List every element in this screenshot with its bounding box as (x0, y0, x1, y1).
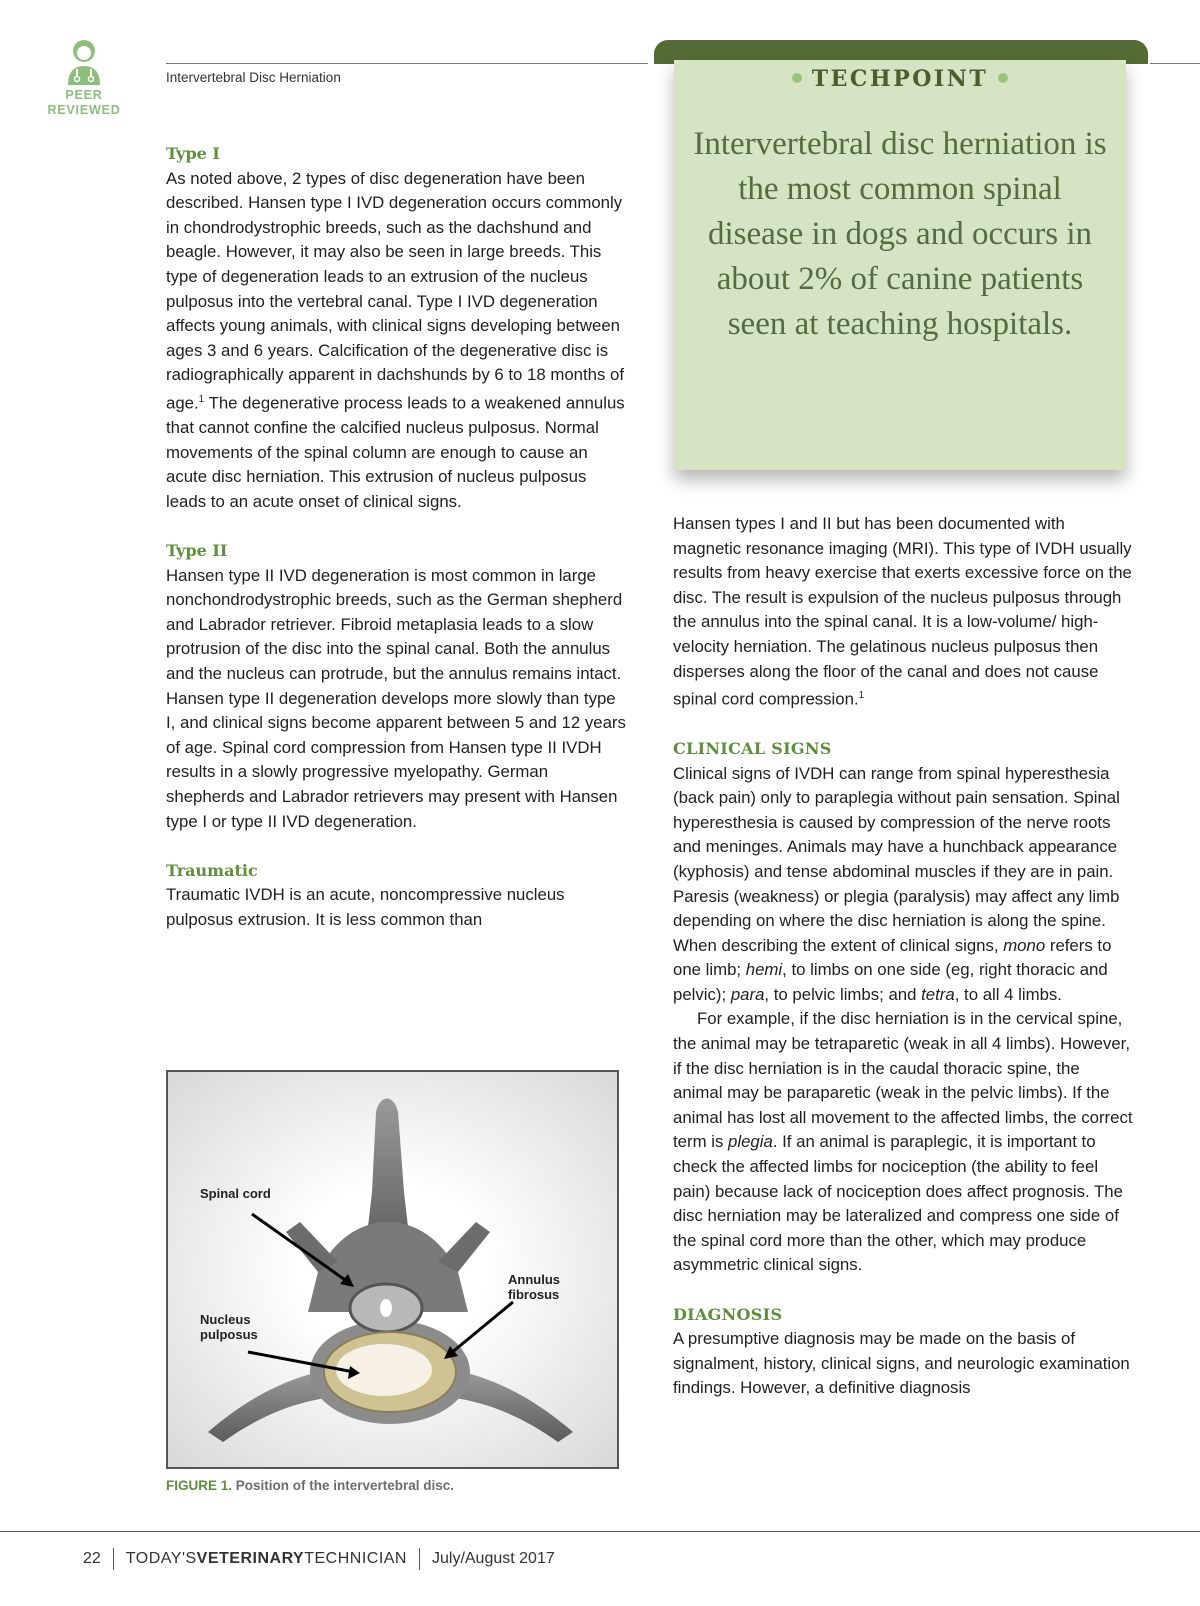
diagnosis-paragraph: A presumptive diagnosis may be made on the basis of signalment, history, clinical signs, and neurologic examination findings. However, a definitive diagnosis (673, 1329, 1130, 1398)
clinical-text-d: , to pelvic limbs; and (764, 984, 922, 1004)
footer (83, 1548, 555, 1570)
type1-paragraph (166, 167, 626, 515)
traumatic-heading: Traumatic (166, 860, 258, 880)
articular-process-left (286, 1222, 338, 1272)
right-column (673, 512, 1133, 1401)
term-hemi: hemi (745, 960, 783, 980)
figure-caption (166, 1478, 454, 1493)
type1-text-b: The degenerative process leads to a weakened annulus that cannot confine the calcified nucleus pulposus. Normal movements of the spinal column are enough to cause an acute disc herniation. This extrusion of nucleus pulposus leads to an acute onset of clinical signs. (166, 393, 625, 511)
label-annulus-line1: Annulus (508, 1272, 560, 1287)
clinical-text-a: Clinical signs of IVDH can range from spinal hyperesthesia (back pain) only to paraplegia without pain sensation. Spinal hyperesthesia is caused by compression of the nerve roots and meninges. Animals may have a hunchback appearance (kyphosis) and tense abdominal muscles if they are in pain. Paresis (weakness) or plegia (paralysis) may affect any limb depending on where the disc herniation is along the spine. When describing the extent of clinical signs, (673, 763, 1120, 955)
brand-part-1: TODAY'S (125, 1550, 197, 1567)
footer-rule (0, 1531, 1200, 1532)
issue-date: July/August 2017 (431, 1550, 555, 1567)
figure-vertebra (166, 1070, 619, 1469)
type2-heading: Type II (166, 541, 228, 561)
brand-part-3: TECHNICIAN (304, 1550, 407, 1567)
clinical-text-c: , to limbs on one side (eg, right thoracic and pelvic); (673, 960, 1108, 1004)
reviewed-label: REVIEWED (47, 103, 121, 117)
techpoint-label: TECHPOINT (811, 66, 989, 92)
citation: 1 (198, 393, 205, 405)
vertebra-illustration (168, 1072, 617, 1467)
journal-name (126, 1550, 407, 1568)
left-column (166, 142, 626, 933)
reviewer-avatar-icon (62, 36, 106, 86)
continued-text: Hansen types I and II but has been documented with magnetic resonance imaging (MRI). This type of IVDH usually results from heavy exercise that exerts excessive force on the disc. The result is expulsion of the nucleus pulposus through the annulus into the spinal canal. It is a low-volume/ high-velocity herniation. The gelatinous nucleus pulposus then disperses along the floor of the canal and does not cause spinal cord compression. (673, 514, 1132, 709)
figure-number: FIGURE 1. (166, 1478, 233, 1493)
type2-paragraph: Hansen type II IVD degeneration is most common in large nonchondrodystrophic breeds, such as the German shepherd and Labrador retriever. Fibroid metaplasia leads to a slow protrusion of the disc into the spinal canal. Both the annulus and the nucleus can protrude, but the annulus remains intact. Hansen type II degeneration develops more slowly than type I, and clinical signs become apparent between 5 and 12 years of age. Spinal cord compression from Hansen type II IVDH results in a slowly progressive myelopathy. German shepherds and Labrador retrievers may present with Hansen type I or type II IVD degeneration. (166, 565, 626, 831)
term-tetra: tetra (921, 984, 955, 1004)
techpoint-heading (674, 66, 1126, 92)
articular-process-right (438, 1222, 490, 1272)
diagnosis-heading: DIAGNOSIS (673, 1304, 783, 1324)
type1-heading: Type I (166, 144, 220, 163)
term-plegia: plegia (728, 1132, 773, 1152)
clinical-signs-paragraph-1 (673, 762, 1133, 1008)
label-spinal-cord: Spinal cord (200, 1186, 271, 1201)
clinical-text-g: . If an animal is paraplegic, it is important to check the affected limbs for nociception (the ability to feel pain) because lack of nociception does affect prognosis. The disc herniation may be lateralized and compress one side of the spinal cord more than the other, which may produce asymmetric clinical signs. (673, 1132, 1123, 1275)
header-rule (166, 63, 648, 64)
bullet-dot-icon (792, 73, 802, 83)
type1-text-a: As noted above, 2 types of disc degeneration have been described. Hansen type I IVD degeneration occurs commonly in chondrodystrophic breeds, such as the dachshund and beagle. However, it may also be seen in large breeds. This type of degeneration leads to an extrusion of the nucleus pulposus into the vertebral canal. Type I IVD degeneration affects young animals, with clinical signs developing between ages 3 and 6 years. Calcification of the degenerative disc is radiographically apparent in dachshunds by 6 to 18 months of age. (166, 168, 625, 413)
clinical-signs-heading: CLINICAL SIGNS (673, 738, 832, 758)
brand-part-2: VETERINARY (196, 1550, 305, 1567)
bullet-dot-icon (998, 73, 1008, 83)
traumatic-continued-paragraph (673, 512, 1133, 712)
label-annulus-line2: fibrosus (508, 1287, 560, 1302)
page-number: 22 (83, 1550, 101, 1567)
peer-label: PEER (65, 88, 103, 102)
label-nucleus-line1: Nucleus (200, 1312, 251, 1327)
techpoint-quote: Intervertebral disc herniation is the most common spinal disease in dogs and occurs in about 2% of canine patients seen at teaching hospitals. (693, 126, 1107, 342)
term-mono: mono (1003, 935, 1046, 955)
traumatic-paragraph: Traumatic IVDH is an acute, noncompressive nucleus pulposus extrusion. It is less common than (166, 885, 565, 929)
citation: 1 (858, 690, 865, 702)
running-head: Intervertebral Disc Herniation (166, 70, 341, 85)
peer-reviewed-badge (38, 36, 130, 118)
label-nucleus-line2: pulposus (200, 1327, 258, 1342)
clinical-signs-paragraph-2 (673, 1007, 1133, 1278)
clinical-text-f: For example, if the disc herniation is in the cervical spine, the animal may be tetraparetic (weak in all 4 limbs). However, if the disc herniation is in the caudal thoracic spine, the animal may be paraparetic (weak in the pelvic limbs). If the animal has lost all movement to the affected limbs, the correct term is (673, 1009, 1133, 1152)
clinical-text-b: refers to one limb; (673, 935, 1112, 980)
header-rule-right (1150, 63, 1200, 64)
figure-caption-text: Position of the intervertebral disc. (232, 1478, 455, 1493)
clinical-text-e: , to all 4 limbs. (954, 984, 1062, 1004)
label-nucleus (200, 1312, 258, 1342)
label-annulus (508, 1272, 560, 1302)
term-para: para (730, 984, 765, 1004)
